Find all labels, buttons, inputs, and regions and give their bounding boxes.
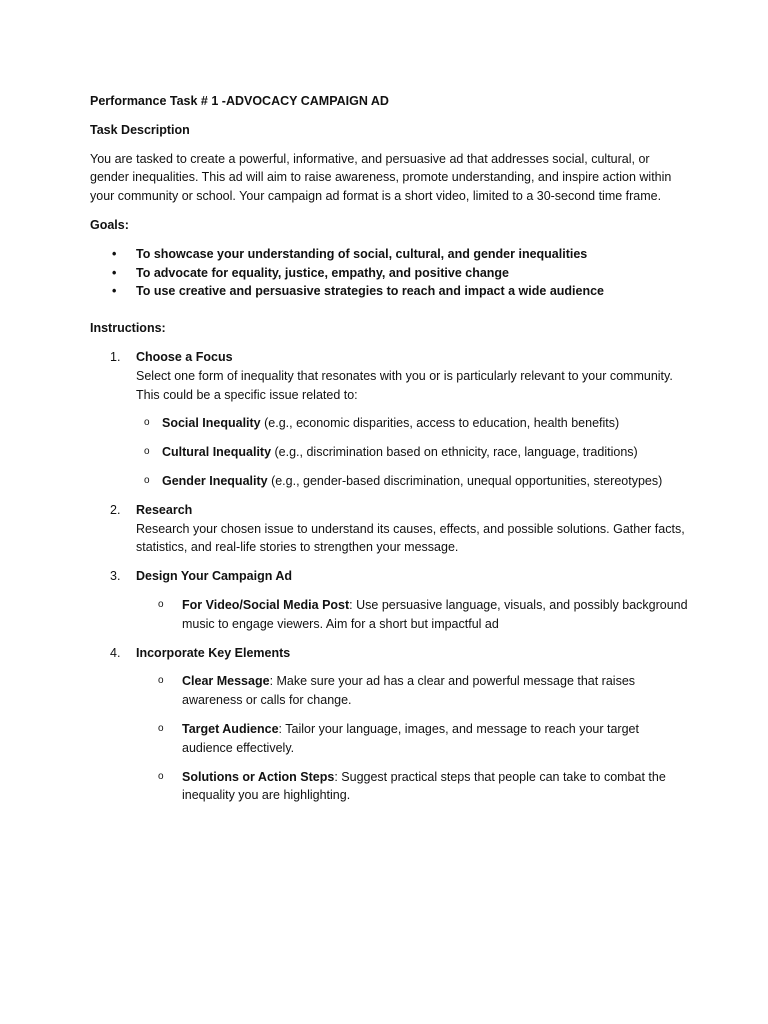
document-page: [90, 92, 690, 815]
sub-item-term: For Video/Social Media Post: [182, 597, 350, 612]
sub-item-text: (e.g., economic disparities, access to education, health benefits): [260, 416, 620, 431]
sub-item-text: : Use persuasive language, visuals, and possibly background music to engage viewers. Aim for a short but impactful ad: [182, 597, 688, 631]
instruction-step: [90, 644, 690, 806]
sub-item: [136, 443, 690, 462]
bullet-icon: •: [112, 265, 117, 280]
step-title: Research: [136, 502, 193, 517]
task-description-heading: Task Description: [90, 122, 190, 137]
step-number: 2.: [110, 502, 121, 517]
goal-text: To advocate for equality, justice, empathy, and positive change: [136, 265, 510, 280]
sub-item: [136, 720, 690, 758]
goal-item: [90, 264, 690, 283]
goal-item: [90, 282, 690, 301]
sub-item: [136, 414, 690, 433]
instruction-step: [90, 567, 690, 633]
goal-text: To use creative and persuasive strategies to reach and impact a wide audience: [136, 284, 605, 299]
sub-item: [136, 672, 690, 710]
step-sub-list: [136, 596, 690, 634]
sub-item-term: Target Audience: [182, 721, 279, 736]
goals-heading: Goals:: [90, 217, 129, 232]
step-sub-list: [136, 672, 690, 805]
sub-item: [136, 768, 690, 806]
sub-item-text: : Make sure your ad has a clear and powerful message that raises awareness or calls for change.: [182, 674, 636, 708]
sub-item-text: (e.g., discrimination based on ethnicity, race, language, traditions): [271, 445, 638, 460]
bullet-icon: •: [112, 246, 117, 261]
circle-bullet-icon: o: [158, 598, 164, 610]
sub-item-term: Solutions or Action Steps: [182, 769, 335, 784]
step-title: Choose a Focus: [136, 349, 233, 364]
step-title: Design Your Campaign Ad: [136, 569, 293, 584]
sub-item-text: (e.g., gender-based discrimination, unequal opportunities, stereotypes): [267, 473, 663, 488]
instructions-heading: Instructions:: [90, 321, 166, 336]
circle-bullet-icon: o: [144, 417, 150, 429]
goal-item: [90, 245, 690, 264]
step-sub-list: [136, 414, 690, 490]
circle-bullet-icon: o: [144, 446, 150, 458]
sub-item: [136, 596, 690, 634]
circle-bullet-icon: o: [158, 722, 164, 734]
sub-item-term: Cultural Inequality: [162, 445, 272, 460]
sub-item: [136, 472, 690, 491]
sub-item-term: Clear Message: [182, 674, 270, 689]
circle-bullet-icon: o: [158, 770, 164, 782]
step-title: Incorporate Key Elements: [136, 645, 291, 660]
step-number: 4.: [110, 645, 121, 660]
step-number: 3.: [110, 569, 121, 584]
task-description-text: You are tasked to create a powerful, informative, and persuasive ad that addresses social, cultural, or gender inequalities. This ad will aim to raise awareness, promote understanding, and inspire action within your community or school. Your campaign ad format is a short video, limited to a 30-second time frame.: [90, 151, 672, 204]
goals-list: [90, 245, 690, 301]
circle-bullet-icon: o: [158, 675, 164, 687]
sub-item-text: : Suggest practical steps that people can take to combat the inequality you are highlighting.: [182, 769, 666, 803]
step-body: Select one form of inequality that resonates with you or is particularly relevant to your community. This could be a specific issue related to:: [136, 368, 673, 402]
bullet-icon: •: [112, 284, 117, 299]
instruction-step: [90, 348, 690, 491]
instruction-step: [90, 501, 690, 557]
goal-text: To showcase your understanding of social, cultural, and gender inequalities: [136, 246, 588, 261]
circle-bullet-icon: o: [144, 474, 150, 486]
sub-item-term: Social Inequality: [162, 416, 261, 431]
sub-item-term: Gender Inequality: [162, 473, 268, 488]
document-title: Performance Task # 1 -ADVOCACY CAMPAIGN AD: [90, 94, 389, 108]
step-number: 1.: [110, 349, 121, 364]
step-body: Research your chosen issue to understand its causes, effects, and possible solutions. Gather facts, statistics, and real-life stories to strengthen your message.: [136, 521, 685, 555]
sub-item-text: : Tailor your language, images, and message to reach your target audience effectively.: [182, 721, 639, 755]
